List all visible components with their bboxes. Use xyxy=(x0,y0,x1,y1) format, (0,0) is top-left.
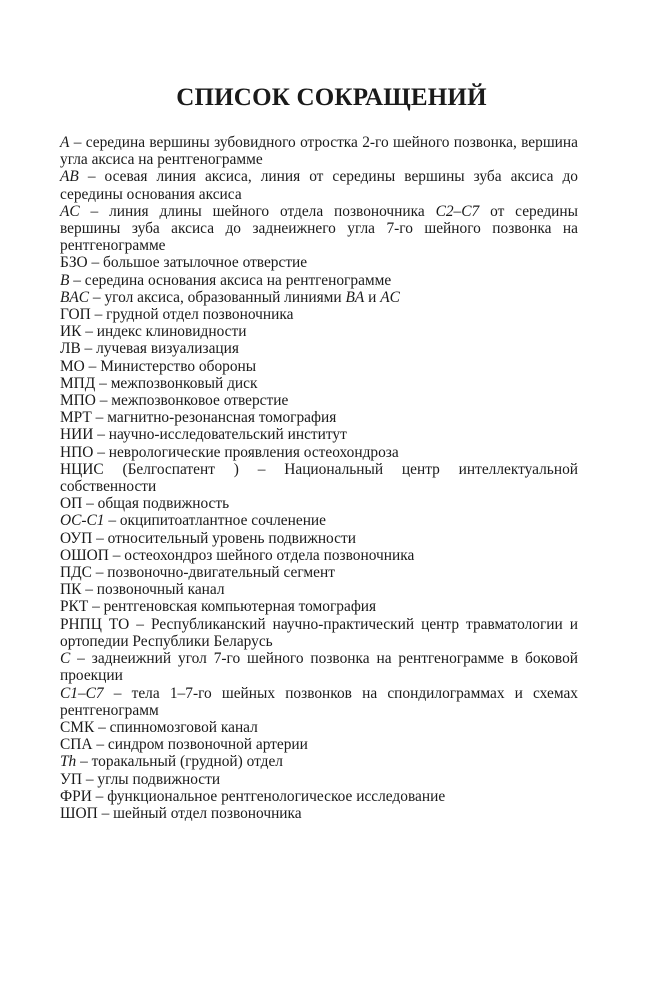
abbreviation-entry xyxy=(60,530,578,547)
entry-text: – середина основания аксиса на рентгенограмме xyxy=(69,271,392,289)
abbreviation-entry xyxy=(60,461,578,495)
entry-text: МРТ – магнитно-резонансная томография xyxy=(60,409,337,427)
abbreviation-entry xyxy=(60,581,578,598)
page-title: СПИСОК СОКРАЩЕНИЙ xyxy=(176,84,487,111)
entry-text: – середина вершины зубовидного отростка 2-го шейного позвонка, вершина угла аксиса на рентгенограмме xyxy=(60,134,578,169)
entry-text: МПД – межпозвонковый диск xyxy=(60,374,258,392)
abbreviation-entry xyxy=(60,358,578,375)
entry-text: – угол аксиса, образованный линиями xyxy=(89,288,346,306)
entry-text: НИИ – научно-исследовательский институт xyxy=(60,426,347,444)
abbreviation-entry xyxy=(60,444,578,461)
abbreviation-entry xyxy=(60,564,578,581)
abbreviation-entry xyxy=(60,788,578,805)
entry-text: и xyxy=(364,288,381,306)
abbreviation-entry xyxy=(60,805,578,822)
italic-term: Th xyxy=(60,753,77,771)
abbreviation-entry xyxy=(60,426,578,443)
abbreviation-entry xyxy=(60,598,578,615)
entry-text: – торакальный (грудной) отдел xyxy=(76,753,283,771)
abbreviation-entry xyxy=(60,289,578,306)
entry-text: ФРИ – функциональное рентгенологическое исследование xyxy=(60,787,446,805)
entry-text: МО – Министерство обороны xyxy=(60,357,257,375)
abbreviation-entry xyxy=(60,771,578,788)
entry-text: УП – углы подвижности xyxy=(60,770,221,788)
entry-text: БЗО – большое затылочное отверстие xyxy=(60,254,308,272)
italic-term: BA xyxy=(345,288,365,306)
italic-term: OC-C1 xyxy=(60,512,105,530)
abbreviation-list xyxy=(60,134,578,822)
abbreviation-entry xyxy=(60,719,578,736)
entry-text: – тела 1–7-го шейных позвонков на спондилограммах и схемах рентгенограмм xyxy=(60,684,578,719)
entry-text: – заднеижний угол 7-го шейного позвонка на рентгенограмме в боковой проекции xyxy=(60,650,578,685)
entry-text: ЛВ – лучевая визуализация xyxy=(60,340,239,358)
entry-text: – осевая линия аксиса, линия от середины вершины зуба аксиса до середины основания аксиса xyxy=(60,168,578,203)
entry-text: ОП – общая подвижность xyxy=(60,495,230,513)
abbreviation-entry xyxy=(60,409,578,426)
abbreviation-entry xyxy=(60,375,578,392)
abbreviation-entry xyxy=(60,736,578,753)
abbreviation-entry xyxy=(60,340,578,357)
entry-text: СМК – спинномозговой канал xyxy=(60,718,258,736)
abbreviation-entry xyxy=(60,685,578,719)
entry-text: – линия длины шейного отдела позвоночника xyxy=(79,202,436,220)
entry-text: РКТ – рентгеновская компьютерная томография xyxy=(60,598,377,616)
entry-text: МПО – межпозвонковое отверстие xyxy=(60,392,289,410)
abbreviation-entry xyxy=(60,168,578,202)
entry-text: ОШОП – остеохондроз шейного отдела позвоночника xyxy=(60,546,415,564)
entry-text: СПА – синдром позвоночной артерии xyxy=(60,736,308,754)
entry-text: – окципитоатлантное сочленение xyxy=(104,512,326,530)
italic-term: A xyxy=(60,134,70,151)
entry-text: РНПЦ ТО – Республиканский научно-практический центр травматологии и ортопедии Республики Беларусь xyxy=(60,615,578,650)
abbreviation-entry xyxy=(60,753,578,770)
abbreviation-entry xyxy=(60,495,578,512)
italic-term: AC xyxy=(60,202,80,220)
entry-text: ИК – индекс клиновидности xyxy=(60,323,247,341)
italic-term: C1–C7 xyxy=(60,684,104,702)
abbreviation-entry xyxy=(60,272,578,289)
abbreviation-entry xyxy=(60,323,578,340)
entry-text: ГОП – грудной отдел позвоночника xyxy=(60,306,294,324)
abbreviation-entry xyxy=(60,306,578,323)
entry-text: ПК – позвоночный канал xyxy=(60,581,225,599)
abbreviation-entry xyxy=(60,512,578,529)
abbreviation-entry xyxy=(60,616,578,650)
entry-text: НЦИС (Белгоспатент ) – Национальный центр интеллектуальной собственности xyxy=(60,460,578,496)
italic-term: BAC xyxy=(60,288,90,306)
abbreviation-entry xyxy=(60,254,578,271)
abbreviation-entry xyxy=(60,392,578,409)
entry-text: ШОП – шейный отдел позвоночника xyxy=(60,804,302,822)
abbreviation-entry xyxy=(60,134,578,168)
entry-text: НПО – неврологические проявления остеохондроза xyxy=(60,443,399,461)
italic-term: C xyxy=(60,650,71,668)
italic-term: B xyxy=(60,271,70,289)
italic-term: C2–C7 xyxy=(435,202,480,220)
entry-text: от середины вершины зуба аксиса до заднеижнего угла 7-го шейного позвонка на рентгенограмме xyxy=(60,202,578,255)
italic-term: AC xyxy=(380,288,400,306)
abbreviation-entry xyxy=(60,203,578,255)
italic-term: AB xyxy=(60,168,79,186)
entry-text: ОУП – относительный уровень подвижности xyxy=(60,529,356,547)
abbreviation-entry xyxy=(60,650,578,684)
entry-text: ПДС – позвоночно-двигательный сегмент xyxy=(60,564,335,582)
abbreviation-entry xyxy=(60,547,578,564)
